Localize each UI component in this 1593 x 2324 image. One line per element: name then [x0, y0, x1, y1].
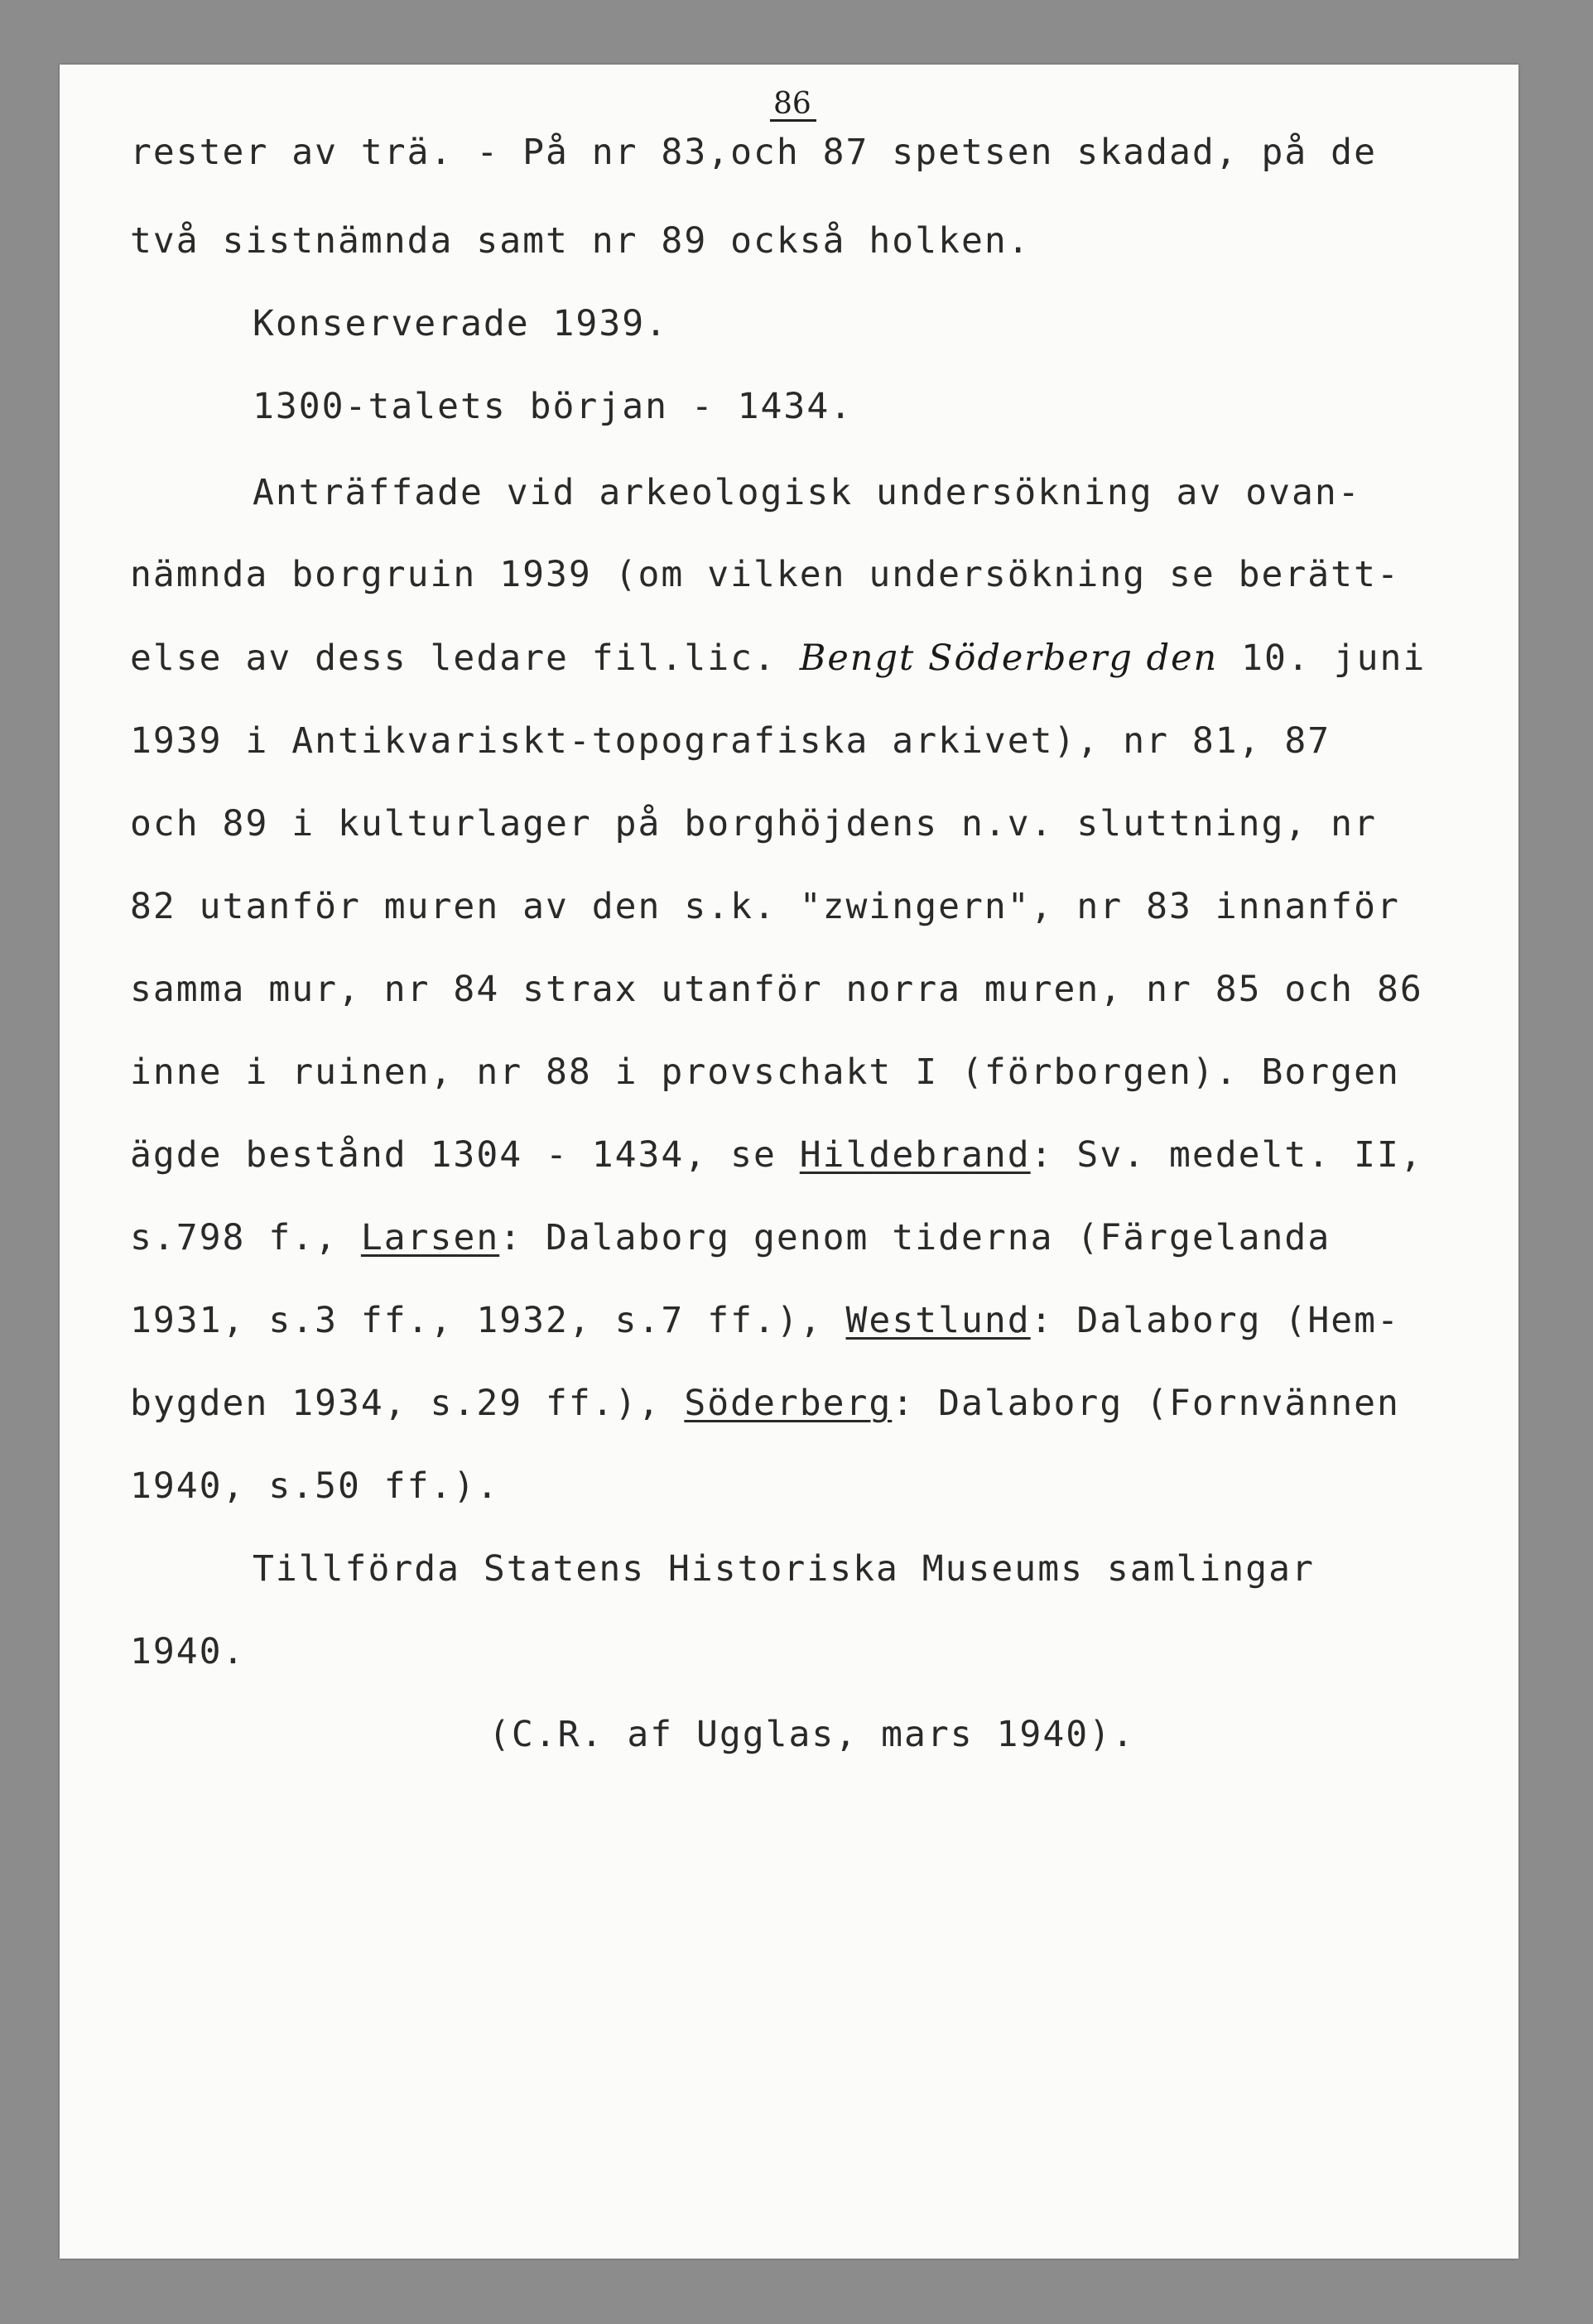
text-line: [130, 1051, 1400, 1093]
reference-author: Westlund: [845, 1300, 1031, 1341]
text-segment: : Sv. medelt. II,: [1030, 1134, 1423, 1176]
text-line: [253, 386, 854, 427]
text-line: [130, 638, 1427, 679]
text-line: [130, 554, 1400, 595]
text-segment: samma mur, nr 84 strax utanför norra muren, nr 85 och 86: [130, 969, 1423, 1010]
text-segment: nämnda borgruin 1939 (om vilken undersökning se berätt-: [130, 554, 1400, 595]
text-segment: 1300-talets början - 1434.: [253, 386, 854, 427]
text-segment: 1939 i Antikvariskt-topografiska arkivet), nr 81, 87: [130, 720, 1331, 762]
text-line: [130, 1217, 1331, 1258]
text-line: [130, 1134, 1423, 1176]
text-segment: : Dalaborg genom tiderna (Färgelanda: [499, 1217, 1331, 1258]
text-segment: inne i ruinen, nr 88 i provschakt I (förborgen). Borgen: [130, 1051, 1400, 1093]
text-line: [130, 969, 1423, 1010]
text-line: [130, 132, 1377, 173]
text-line: [130, 803, 1377, 844]
text-line: [130, 886, 1400, 927]
text-segment: 10. juni: [1218, 638, 1427, 679]
text-segment: (C.R. af Ugglas, mars 1940).: [488, 1714, 1135, 1755]
reference-author: Larsen: [360, 1217, 500, 1258]
reference-author: Hildebrand: [799, 1134, 1031, 1176]
text-line: [130, 1465, 500, 1507]
text-line: [253, 1548, 1315, 1590]
document-page: [60, 65, 1518, 2259]
text-segment: : Dalaborg (Fornvännen: [892, 1383, 1400, 1424]
text-segment: 1940, s.50 ff.).: [130, 1465, 500, 1507]
text-line: [488, 1714, 1135, 1755]
text-segment: s.798 f.,: [130, 1217, 361, 1258]
handwritten-annotation: 86: [770, 89, 816, 122]
text-line: [253, 472, 1361, 513]
text-line: [130, 1383, 1400, 1424]
text-segment: två sistnämnda samt nr 89 också holken.: [130, 220, 1031, 262]
reference-author: Söderberg: [684, 1383, 893, 1424]
text-segment: ägde bestånd 1304 - 1434, se: [130, 1134, 800, 1176]
text-line: [253, 303, 668, 344]
text-segment: Tillförda Statens Historiska Museums samlingar: [253, 1548, 1315, 1590]
text-segment: 1940.: [130, 1631, 246, 1672]
text-segment: Konserverade 1939.: [253, 303, 668, 344]
handwritten-insert: Bengt Söderberg den: [799, 638, 1219, 679]
text-segment: och 89 i kulturlager på borghöjdens n.v. sluttning, nr: [130, 803, 1377, 844]
text-line: [130, 1631, 246, 1672]
text-segment: Anträffade vid arkeologisk undersökning av ovan-: [253, 472, 1361, 513]
text-line: [130, 1300, 1400, 1341]
text-segment: : Dalaborg (Hem-: [1030, 1300, 1400, 1341]
text-segment: bygden 1934, s.29 ff.),: [130, 1383, 685, 1424]
text-segment: 82 utanför muren av den s.k. "zwingern", nr 83 innanför: [130, 886, 1400, 927]
text-line: [130, 720, 1331, 762]
text-segment: else av dess ledare fil.lic.: [130, 638, 800, 679]
text-line: [130, 220, 1031, 262]
text-segment: 1931, s.3 ff., 1932, s.7 ff.),: [130, 1300, 846, 1341]
text-segment: rester av trä. - På nr 83,och 87 spetsen skadad, på de: [130, 132, 1377, 173]
